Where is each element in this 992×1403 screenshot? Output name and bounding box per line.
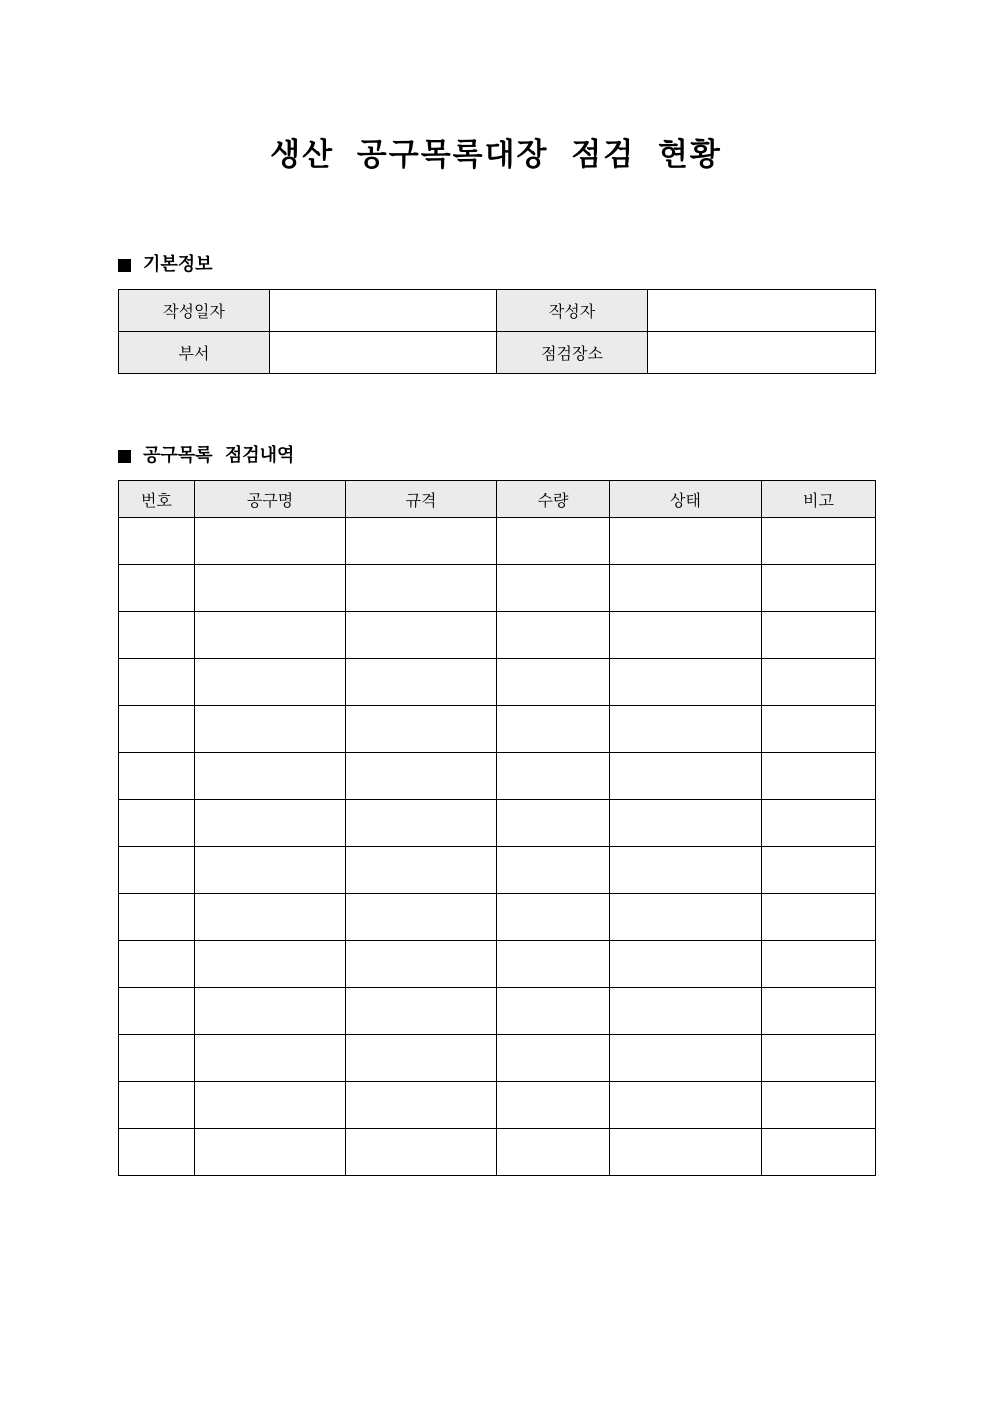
spec-cell[interactable] — [346, 941, 497, 988]
status-cell[interactable] — [610, 1082, 762, 1129]
spec-cell[interactable] — [346, 847, 497, 894]
status-cell[interactable] — [610, 988, 762, 1035]
quantity-cell[interactable] — [497, 941, 610, 988]
spec-cell[interactable] — [346, 894, 497, 941]
remarks-cell[interactable] — [762, 612, 876, 659]
remarks-cell[interactable] — [762, 894, 876, 941]
author-label: 작성자 — [497, 290, 648, 332]
quantity-cell[interactable] — [497, 894, 610, 941]
column-header-number: 번호 — [119, 481, 195, 518]
number-cell[interactable] — [119, 753, 195, 800]
spec-cell[interactable] — [346, 706, 497, 753]
remarks-cell[interactable] — [762, 753, 876, 800]
status-cell[interactable] — [610, 565, 762, 612]
table-row — [119, 659, 876, 706]
column-header-tool-name: 공구명 — [195, 481, 346, 518]
status-cell[interactable] — [610, 1129, 762, 1176]
status-cell[interactable] — [610, 800, 762, 847]
remarks-cell[interactable] — [762, 800, 876, 847]
status-cell[interactable] — [610, 659, 762, 706]
number-cell[interactable] — [119, 659, 195, 706]
tool-name-cell[interactable] — [195, 1035, 346, 1082]
remarks-cell[interactable] — [762, 659, 876, 706]
number-cell[interactable] — [119, 612, 195, 659]
inspection-location-label: 점검장소 — [497, 332, 648, 374]
tool-name-cell[interactable] — [195, 518, 346, 565]
table-row — [119, 518, 876, 565]
table-row — [119, 1035, 876, 1082]
table-row — [119, 941, 876, 988]
tool-name-cell[interactable] — [195, 847, 346, 894]
remarks-cell[interactable] — [762, 1129, 876, 1176]
tool-name-cell[interactable] — [195, 894, 346, 941]
tool-name-cell[interactable] — [195, 753, 346, 800]
tool-inspection-table — [118, 480, 876, 1176]
remarks-cell[interactable] — [762, 988, 876, 1035]
column-header-quantity: 수량 — [497, 481, 610, 518]
basic-info-row — [119, 290, 876, 332]
date-written-field[interactable] — [270, 290, 497, 332]
number-cell[interactable] — [119, 706, 195, 753]
remarks-cell[interactable] — [762, 1082, 876, 1129]
tool-name-cell[interactable] — [195, 612, 346, 659]
status-cell[interactable] — [610, 894, 762, 941]
table-row — [119, 988, 876, 1035]
number-cell[interactable] — [119, 988, 195, 1035]
spec-cell[interactable] — [346, 565, 497, 612]
remarks-cell[interactable] — [762, 847, 876, 894]
quantity-cell[interactable] — [497, 1035, 610, 1082]
quantity-cell[interactable] — [497, 612, 610, 659]
square-bullet-icon — [118, 259, 131, 272]
spec-cell[interactable] — [346, 659, 497, 706]
quantity-cell[interactable] — [497, 518, 610, 565]
number-cell[interactable] — [119, 565, 195, 612]
date-written-label: 작성일자 — [119, 290, 270, 332]
spec-cell[interactable] — [346, 753, 497, 800]
number-cell[interactable] — [119, 1129, 195, 1176]
number-cell[interactable] — [119, 800, 195, 847]
department-label: 부서 — [119, 332, 270, 374]
quantity-cell[interactable] — [497, 1129, 610, 1176]
table-row — [119, 753, 876, 800]
remarks-cell[interactable] — [762, 706, 876, 753]
author-field[interactable] — [648, 290, 876, 332]
tool-name-cell[interactable] — [195, 988, 346, 1035]
table-row — [119, 1082, 876, 1129]
remarks-cell[interactable] — [762, 1035, 876, 1082]
remarks-cell[interactable] — [762, 518, 876, 565]
status-cell[interactable] — [610, 847, 762, 894]
spec-cell[interactable] — [346, 518, 497, 565]
page-title: 생산 공구목록대장 점검 현황 — [270, 137, 722, 173]
status-cell[interactable] — [610, 1035, 762, 1082]
basic-info-row — [119, 332, 876, 374]
column-header-remarks: 비고 — [762, 481, 876, 518]
inspection-location-field[interactable] — [648, 332, 876, 374]
tool-name-cell[interactable] — [195, 1082, 346, 1129]
table-row — [119, 847, 876, 894]
tool-inspection-heading — [118, 444, 294, 468]
remarks-cell[interactable] — [762, 565, 876, 612]
table-row — [119, 706, 876, 753]
table-row — [119, 1129, 876, 1176]
column-header-status: 상태 — [610, 481, 762, 518]
table-row — [119, 800, 876, 847]
number-cell[interactable] — [119, 1082, 195, 1129]
number-cell[interactable] — [119, 1035, 195, 1082]
quantity-cell[interactable] — [497, 659, 610, 706]
number-cell[interactable] — [119, 518, 195, 565]
table-header-row — [119, 481, 876, 518]
remarks-cell[interactable] — [762, 941, 876, 988]
status-cell[interactable] — [610, 706, 762, 753]
basic-info-heading — [118, 253, 213, 277]
square-bullet-icon — [118, 450, 131, 463]
spec-cell[interactable] — [346, 612, 497, 659]
tool-name-cell[interactable] — [195, 706, 346, 753]
table-row — [119, 612, 876, 659]
spec-cell[interactable] — [346, 1082, 497, 1129]
number-cell[interactable] — [119, 941, 195, 988]
status-cell[interactable] — [610, 612, 762, 659]
status-cell[interactable] — [610, 518, 762, 565]
number-cell[interactable] — [119, 847, 195, 894]
tool-name-cell[interactable] — [195, 1129, 346, 1176]
spec-cell[interactable] — [346, 988, 497, 1035]
quantity-cell[interactable] — [497, 988, 610, 1035]
spec-cell[interactable] — [346, 1035, 497, 1082]
basic-info-table — [118, 289, 876, 374]
table-row — [119, 894, 876, 941]
quantity-cell[interactable] — [497, 800, 610, 847]
quantity-cell[interactable] — [497, 847, 610, 894]
tool-inspection-heading-label: 공구목록 점검내역 — [143, 445, 295, 466]
column-header-spec: 규격 — [346, 481, 497, 518]
tool-name-cell[interactable] — [195, 565, 346, 612]
quantity-cell[interactable] — [497, 565, 610, 612]
status-cell[interactable] — [610, 941, 762, 988]
tool-name-cell[interactable] — [195, 800, 346, 847]
quantity-cell[interactable] — [497, 706, 610, 753]
basic-info-heading-label: 기본정보 — [143, 254, 213, 275]
quantity-cell[interactable] — [497, 1082, 610, 1129]
department-field[interactable] — [270, 332, 497, 374]
number-cell[interactable] — [119, 894, 195, 941]
table-row — [119, 565, 876, 612]
tool-name-cell[interactable] — [195, 659, 346, 706]
spec-cell[interactable] — [346, 1129, 497, 1176]
spec-cell[interactable] — [346, 800, 497, 847]
status-cell[interactable] — [610, 753, 762, 800]
tool-name-cell[interactable] — [195, 941, 346, 988]
quantity-cell[interactable] — [497, 753, 610, 800]
